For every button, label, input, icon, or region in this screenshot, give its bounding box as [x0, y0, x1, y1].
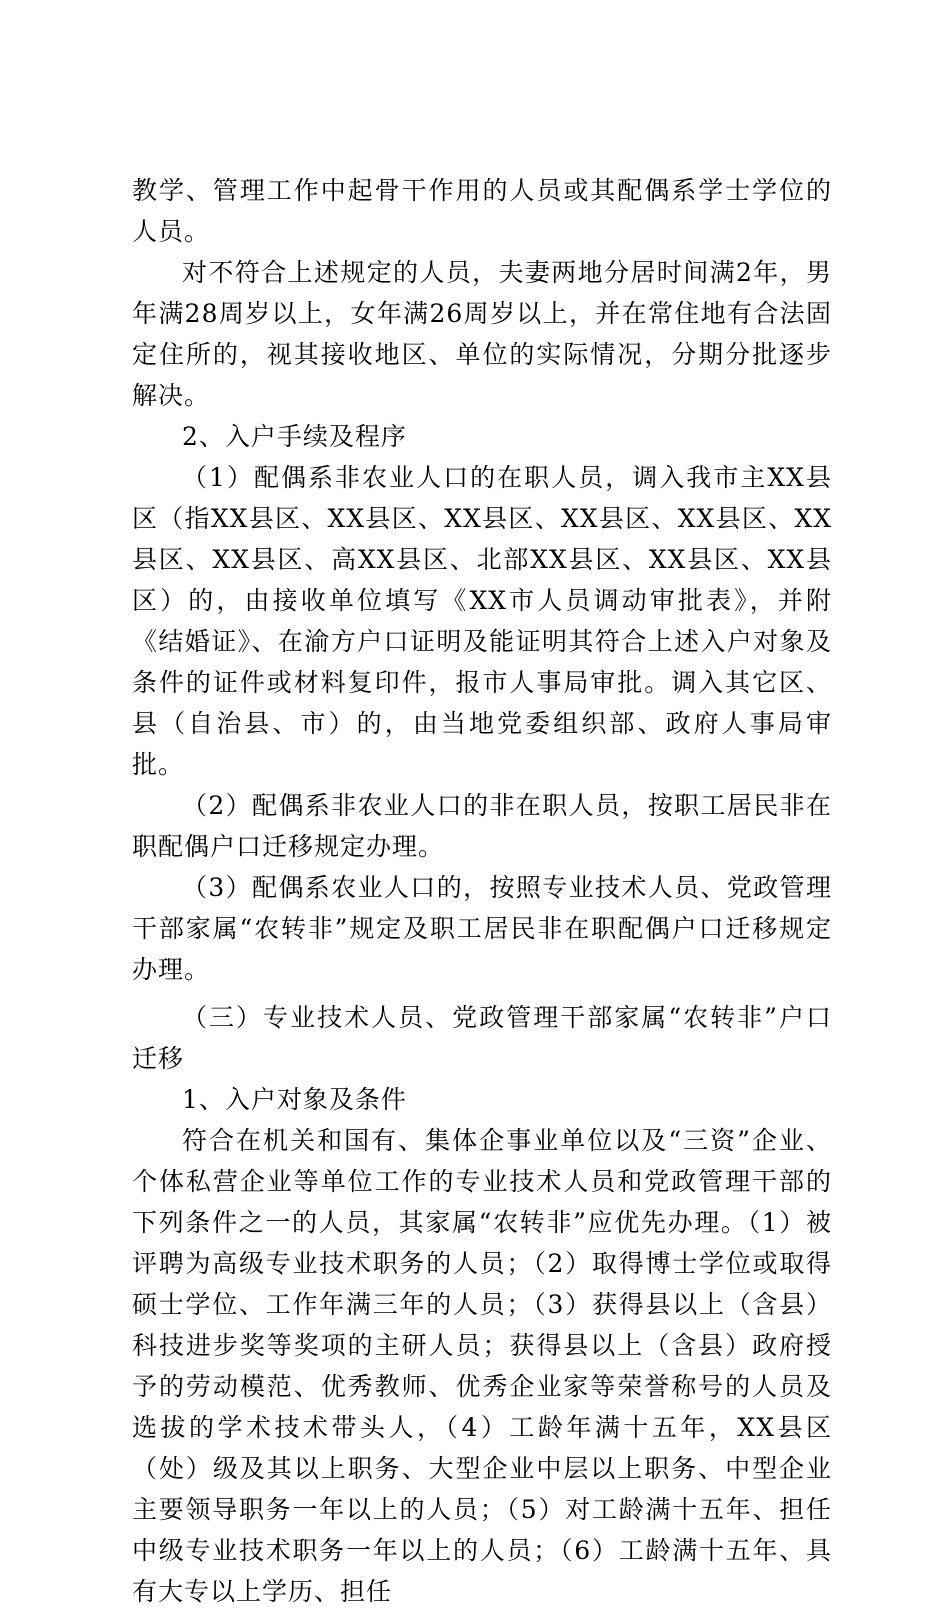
section-heading-3: （三）专业技术人员、党政管理干部家属“农转非”户口迁移: [132, 1003, 832, 1073]
document-body: [132, 170, 832, 1612]
heading-entry-procedures: 2、入户手续及程序: [182, 422, 407, 451]
paragraph-other-cases: 对不符合上述规定的人员，夫妻两地分居时间满2年，男年满28周岁以上，女年满26周岁以上，并在常住地有合法固定住所的，视其接收地区、单位的实际情况，分期分批逐步解决。: [132, 258, 832, 410]
paragraph-item-2: （2）配偶系非农业人口的非在职人员，按职工居民非在职配偶户口迁移规定办理。: [132, 791, 832, 861]
paragraph-conditions: 符合在机关和国有、集体企事业单位以及“三资”企业、个体私营企业等单位工作的专业技术人员和党政管理干部的下列条件之一的人员，其家属“农转非”应优先办理。（1）被评聘为高级专业技术职务的人员；（2）取得博士学位或取得硕士学位、工作年满三年的人员；（3）获得县以上（含县）科技进步奖等奖项的主研人员；获得县以上（含县）政府授予的劳动模范、优秀教师、优秀企业家等荣誉称号的人员及选拔的学术技术带头人，（4）工龄年满十五年，XX县区（处）级及其以上职务、大型企业中层以上职务、中型企业主要领导职务一年以上的人员；（5）对工龄满十五年、担任中级专业技术职务一年以上的人员；（6）工龄满十五年、具有大专以上学历、担任: [132, 1126, 832, 1606]
paragraph-continuation: 教学、管理工作中起骨干作用的人员或其配偶系学士学位的人员。: [132, 176, 832, 246]
paragraph-item-3: （3）配偶系农业人口的，按照专业技术人员、党政管理干部家属“农转非”规定及职工居民非在职配偶户口迁移规定办理。: [132, 873, 832, 984]
heading-entry-conditions: 1、入户对象及条件: [182, 1085, 407, 1114]
paragraph-item-1: （1）配偶系非农业人口的在职人员，调入我市主XX县区（指XX县区、XX县区、XX县区、XX县区、XX县区、XX县区、XX县区、高XX县区、北部XX县区、XX县区、XX县区）的，由接收单位填写《XX市人员调动审批表》，并附《结婚证》、在渝方户口证明及能证明其符合上述入户对象及条件的证件或材料复印件，报市人事局审批。调入其它区、县（自治县、市）的，由当地党委组织部、政府人事局审批。: [132, 463, 832, 779]
